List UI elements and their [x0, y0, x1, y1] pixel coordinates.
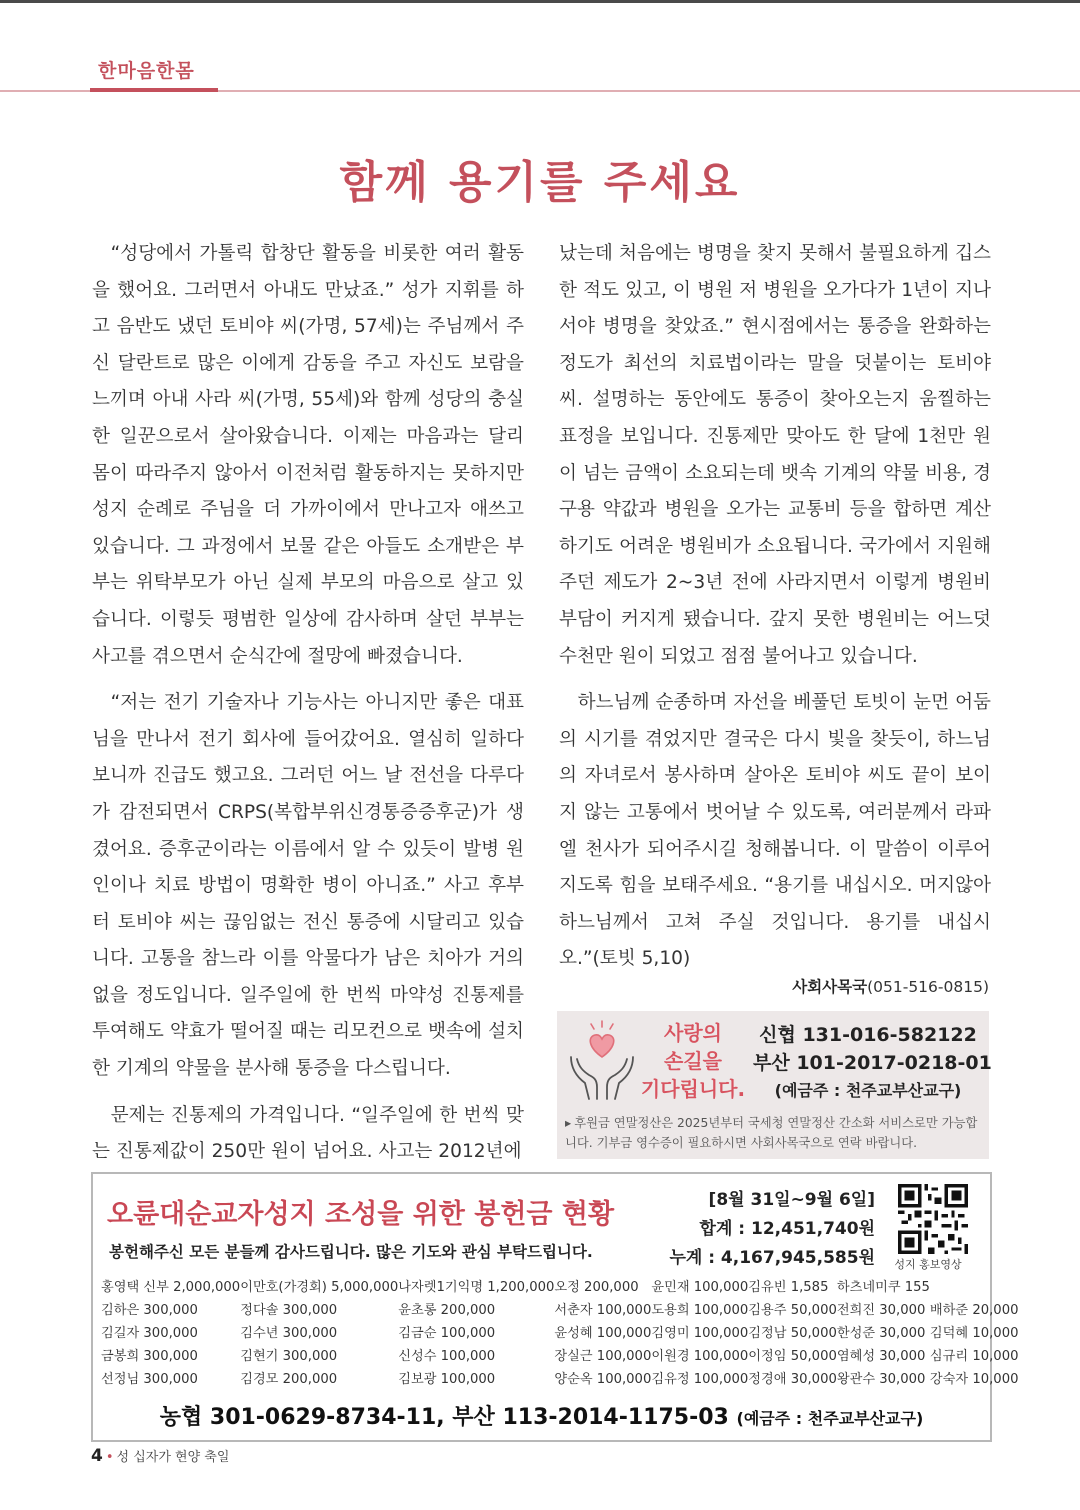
donor-entry: 김용주 50,000 [748, 1303, 837, 1318]
donor-entry: 심규리 10,000 [929, 1349, 1019, 1364]
article-paragraph: 문제는 진통제의 가격입니다. “일주일에 한 번씩 맞는 진통제값이 250만 원이 넘어요. 사고는 2012년에 [92, 1104, 524, 1163]
donor-entry: 나자렛1기익명 1,200,000 [398, 1280, 555, 1295]
donor-entry: 강숙자 10,000 [929, 1372, 1019, 1387]
donor-entry: 김수년 300,000 [240, 1326, 338, 1341]
donor-entry: 이정임 50,000 [748, 1349, 837, 1364]
article-source [792, 975, 989, 997]
donor-entry: 김정남 50,000 [748, 1326, 837, 1341]
fund-accounts [93, 1400, 990, 1431]
article-paragraph: 났는데 처음에는 병명을 찾지 못해서 불필요하게 깁스한 적도 있고, 이 병원 저 병원을 오가다가 1년이 지나서야 병명을 찾았죠.” 현시점에서는 통증을 완화하는 정도가 최선의 치료법이라는 말을 덧붙이는 토비야 씨. 설명하는 동안에도 통증이 찾아오는지 움찔하는 표정을 보입니다. 진통제만 맞아도 한 달에 1천만 원이 넘는 금액이 소요되는데 뱃속 기계의 약물 비용, 경구용 약값과 병원을 오가는 교통비 등을 합하면 계산하기도 어려운 병원비가 소요됩니다. 국가에서 지원해 주던 제도가 2~3년 전에 사라지면서 이렇게 병원비 부담이 커지게 됐습니다. 갚지 못한 병원비는 어느덧 수천만 원이 되었고 점점 불어나고 있습니다. [559, 243, 991, 667]
qr-code-icon[interactable] [898, 1184, 968, 1254]
fund-total: 합계 : 12,451,740원 [699, 1219, 875, 1239]
donor-entry: 정경애 30,000 [748, 1372, 837, 1387]
donor-entry: 서춘자 100,000 [554, 1303, 652, 1318]
qr-label: 성지 홍보영상 [894, 1258, 962, 1271]
page-number: 4 [91, 1446, 103, 1466]
bullet-icon: • [105, 1450, 114, 1465]
fund-holder: (예금주 : 천주교부산교구) [736, 1409, 924, 1428]
donor-entry: 금봉희 300,000 [101, 1349, 198, 1364]
donor-entry: 김경모 200,000 [240, 1372, 338, 1387]
fund-account-numbers: 농협 301-0629-8734-11, 부산 113-2014-1175-03 [159, 1405, 729, 1430]
donation-box [557, 1011, 992, 1159]
footer-caption: 성 십자가 현양 축일 [116, 1450, 230, 1465]
article-title: 함께 용기를 주세요 [339, 157, 741, 208]
fund-cumulative: 누계 : 4,167,945,585원 [669, 1248, 875, 1268]
donor-entry: 양순옥 100,000 [554, 1372, 652, 1387]
donor-entry: 염혜성 30,000 [836, 1349, 926, 1364]
donor-entry: 김현기 300,000 [240, 1349, 338, 1364]
donor-entry: 이원경 100,000 [651, 1349, 749, 1364]
donor-entry: 하츠네미쿠 155 [836, 1280, 930, 1295]
donor-entry: 김유빈 1,585 [748, 1280, 829, 1295]
donor-entry: 전희진 30,000 [836, 1303, 926, 1318]
donation-holder: (예금주 : 천주교부산교구) [774, 1081, 962, 1100]
donor-entry: 윤초롱 200,000 [398, 1303, 496, 1318]
top-border [0, 0, 1080, 3]
donation-note: ▸ 후원금 연말정산은 2025년부터 국세청 연말정산 간소화 서비스로만 가능합니다. 기부금 영수증이 필요하시면 사회사목국으로 연락 바랍니다. [565, 1116, 978, 1150]
donation-account: 신협 131-016-582122 [759, 1024, 977, 1046]
donor-entry: 선정님 300,000 [101, 1372, 198, 1387]
article-paragraph: “성당에서 가톨릭 합창단 활동을 비롯한 여러 활동을 했어요. 그러면서 아내도 만났죠.” 성가 지휘를 하고 음반도 냈던 토비야 씨(가명, 57세)는 주님께서 주신 달란트로 많은 이에게 감동을 주고 자신도 보람을 느끼며 아내 사라 씨(가명, 55세)와 함께 성당의 충실한 일꾼으로서 살아왔습니다. 이제는 마음과는 달리 몸이 따라주지 않아서 이전처럼 활동하지는 못하지만 성지 순례로 주님을 더 가까이에서 만나고자 애쓰고 있습니다. 그 과정에서 보물 같은 아들도 소개받은 부부는 위탁부모가 아닌 실제 부모의 마음으로 살고 있습니다. 이렇듯 평범한 일상에 감사하며 살던 부부는 사고를 겪으면서 순식간에 절망에 빠졌습니다. [92, 243, 524, 667]
donor-entry: 김길자 300,000 [101, 1326, 198, 1341]
donor-list [101, 1278, 1019, 1390]
article-paragraph: “저는 전기 기술자나 기능사는 아니지만 좋은 대표님을 만나서 전기 회사에 들어갔어요. 열심히 일하다 보니까 진급도 했고요. 그러던 어느 날 전선을 다루다가 감전되면서 CRPS(복합부위신경통증증후군)가 생겼어요. 증후군이라는 이름에서 알 수 있듯이 발병 원인이나 치료 방법이 명확한 병이 아니죠.” 사고 후부터 토비야 씨는 끊임없는 전신 통증에 시달리고 있습니다. 고통을 참느라 이를 악물다가 남은 치아가 거의 없을 정도입니다. 일주일에 한 번씩 마약성 진통제를 투여해도 약효가 떨어질 때는 리모컨으로 뱃속에 설치한 기계의 약물을 분사해 통증을 다스립니다. [92, 692, 524, 1080]
fund-period: [8월 31일~9월 6일] [708, 1190, 875, 1210]
donor-entry: 김보광 100,000 [398, 1372, 496, 1387]
donation-account: 부산 101-2017-0218-01 [753, 1052, 992, 1074]
article-column-left [92, 236, 524, 1171]
donor-entry: 오정 200,000 [554, 1280, 639, 1295]
donor-entry: 윤성혜 100,000 [554, 1326, 652, 1341]
article-paragraph: 하느님께 순종하며 자선을 베풀던 토빗이 눈먼 어둠의 시기를 겪었지만 결국은 다시 빛을 찾듯이, 하느님의 자녀로서 봉사하며 살아온 토비야 씨도 끝이 보이지 않는 고통에서 벗어날 수 있도록, 여러분께서 라파엘 천사가 되어주시길 청해봅니다. 이 말씀이 이루어지도록 힘을 보태주세요. “용기를 내십시오. 머지않아 하느님께서 고쳐 주실 것입니다. 용기를 내십시오.”(토빗 5,10) [559, 692, 991, 970]
page-footer [91, 1446, 229, 1466]
fund-title: 오륜대순교자성지 조성을 위한 봉헌금 현황 [107, 1199, 615, 1230]
heart-hands-icon [567, 1017, 637, 1107]
donor-entry: 김금순 100,000 [398, 1326, 496, 1341]
donation-accounts [753, 1021, 992, 1105]
donor-entry: 한성준 30,000 [836, 1326, 926, 1341]
donor-entry: 김하은 300,000 [101, 1303, 198, 1318]
donor-entry: 신성수 100,000 [398, 1349, 496, 1364]
donor-entry: 홍영택 신부 2,000,000 [101, 1280, 241, 1295]
donor-entry: 도용희 100,000 [651, 1303, 749, 1318]
fund-subtitle: 봉헌해주신 모든 분들께 감사드립니다. 많은 기도와 관심 부탁드립니다. [109, 1243, 593, 1261]
donor-entry: 김영미 100,000 [651, 1326, 749, 1341]
donor-entry: 왕관수 30,000 [836, 1372, 926, 1387]
donor-entry: 정다솔 300,000 [240, 1303, 338, 1318]
fund-stats [669, 1186, 875, 1273]
fund-status-box [91, 1172, 1019, 1442]
donor-entry: 장실근 100,000 [554, 1349, 652, 1364]
donor-entry: 김덕혜 10,000 [929, 1326, 1019, 1341]
section-label: 한마음한몸 [98, 60, 195, 82]
donor-entry [930, 1278, 1019, 1298]
triangle-right-icon: ▸ [565, 1116, 572, 1130]
donor-entry: 윤민재 100,000 [651, 1280, 749, 1295]
article-column-right [559, 236, 991, 978]
donor-entry: 배하준 20,000 [929, 1303, 1019, 1318]
donation-message: 사랑의 손길을 기다립니다. [640, 1021, 746, 1101]
source-department: 사회사목국 [792, 978, 868, 996]
section-divider-accent [90, 88, 218, 92]
donor-entry: 김유정 100,000 [651, 1372, 749, 1387]
source-phone: (051-516-0815) [867, 978, 989, 996]
donor-entry: 이만호(가경회) 5,000,000 [240, 1280, 399, 1295]
